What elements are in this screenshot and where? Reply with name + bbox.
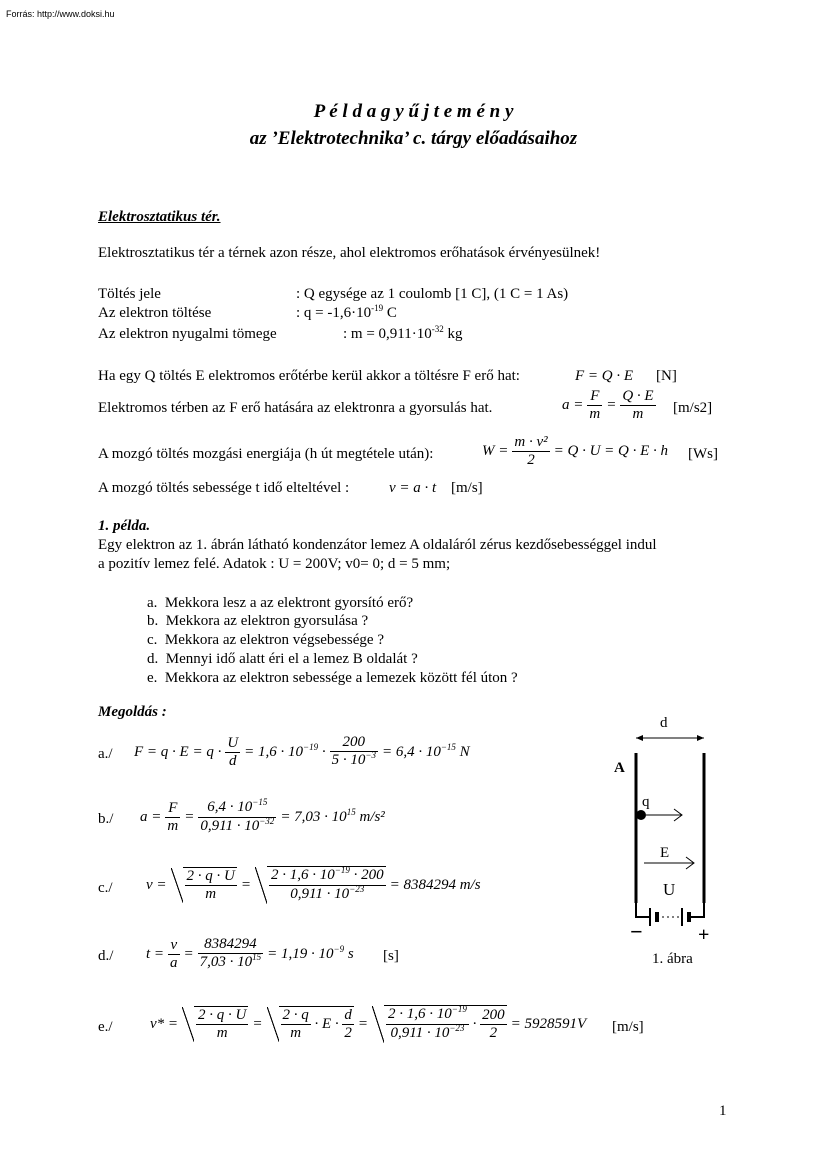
- question-c: c. Mekkora az elektron végsebessége ?: [147, 632, 384, 648]
- example-heading: 1. példa.: [98, 518, 151, 534]
- law-force-unit: [N]: [656, 368, 677, 384]
- solution-b-formula: a = $\frac{F}{m}$ = $\frac{6,4 \cdot 10^{-15}}{0,911 \cdot 10^{-32}}$ = $7,03 \cdot 10^{15}$ m/s²: [140, 797, 385, 834]
- example-text-1: Egy elektron az 1. ábrán látható kondenzátor lemez A oldaláról zérus kezdősebességgel indul: [98, 537, 657, 553]
- solution-d-unit: [s]: [383, 948, 399, 964]
- law-speed-unit: [m/s]: [451, 480, 483, 496]
- solution-c-formula: v = $\frac{2 \cdot q \cdot U}{m}$ = $\frac{2 \cdot 1,6 \cdot 10^{-19} \cdot 200}{0,911 \cdot 10^{-23}}$ = 8384294 m/s: [146, 865, 481, 902]
- solution-c-label: c./: [98, 880, 113, 896]
- law-energy-formula: W = $\frac{\text{m · v²}}{2}$ = Q · U = Q · E · h: [482, 434, 669, 468]
- page-number: 1: [719, 1103, 727, 1119]
- title-line-2: az ’Elektrotechnika’ c. tárgy előadásaihoz: [249, 128, 578, 149]
- wire-left: [636, 903, 650, 917]
- solution-e-unit: [m/s]: [612, 1019, 644, 1035]
- charge-dot: [636, 810, 646, 820]
- def-value-electron-charge: : $q = -1,6\cdot 10^{-19}$ C: [296, 303, 397, 321]
- figure-label-a: A: [614, 760, 625, 776]
- question-b: b. Mekkora az elektron gyorsulása ?: [147, 613, 369, 629]
- def-value-charge: : Q egysége az 1 coulomb [1 C], (1 C = 1 As): [296, 286, 569, 302]
- figure-caption: 1. ábra: [652, 951, 693, 967]
- def-label-electron-mass: Az elektron nyugalmi tömege: [98, 326, 277, 342]
- solution-e-formula: v* = $\frac{2 \cdot q \cdot U}{m}$ = $\frac{2 \cdot q}{m}$ · E · $\frac{d}{2}$ = $\frac{2 \cdot 1,6 \cdot 10^{-19}}{0,911 \cdot 10^{-23}}$ · $\frac{200}{2}$ = 5928591V: [150, 1004, 587, 1041]
- law-accel-unit: [m/s2]: [673, 400, 713, 416]
- solution-heading: Megoldás :: [98, 704, 167, 720]
- question-a: a. Mekkora lesz a az elektront gyorsító erő?: [147, 595, 414, 611]
- title-line-1: P é l d a g y ű j t e m é n y: [313, 101, 514, 122]
- minus-sign: −: [630, 919, 643, 944]
- figure-label-e: E: [660, 845, 670, 861]
- figure-label-q: q: [642, 794, 650, 810]
- def-value-electron-mass: : $m = 0,911\cdot 10^{-32}$ kg: [343, 324, 463, 342]
- source-note: Forrás: http://www.doksi.hu: [6, 9, 115, 19]
- question-d: d. Mennyi idő alatt éri el a lemez B oldalát ?: [147, 651, 418, 667]
- law-speed-formula: v = a · t: [389, 480, 437, 496]
- wire-right: [689, 903, 704, 917]
- solution-e-label: e./: [98, 1019, 113, 1035]
- def-label-electron-charge: Az elektron töltése: [98, 305, 212, 321]
- law-accel-text: Elektromos térben az F erő hatására az elektronra a gyorsulás hat.: [98, 400, 493, 416]
- def-label-charge: Töltés jele: [98, 286, 161, 302]
- law-force-formula: F = Q · E: [575, 368, 634, 384]
- intro-text: Elektrosztatikus tér a térnek azon része, ahol elektromos erőhatások érvényesülnek!: [98, 245, 601, 261]
- capacitor-figure: [600, 705, 740, 975]
- solution-d-formula: t = $\frac{v}{a}$ = $\frac{8384294}{7,03 \cdot 10^{15}}$ = $1,19 \cdot 10^{-9}$ s: [146, 936, 354, 971]
- plus-sign: +: [698, 924, 710, 946]
- law-accel-formula: a = $\frac{F}{m}$ = $\frac{Q \cdot E}{m}$: [562, 388, 654, 422]
- figure-label-u: U: [663, 880, 676, 899]
- solution-a-formula: F = q · E = q · $\frac{U}{d}$ = $1,6 \cdot 10^{-19}$ · $\frac{200}{5 \cdot 10^{-3}}$ = $6,4 \cdot 10^{-15}$ N: [134, 734, 470, 769]
- law-energy-text: A mozgó töltés mozgási energiája (h út megtétele után):: [98, 446, 434, 462]
- law-energy-unit: [Ws]: [688, 446, 718, 462]
- solution-d-label: d./: [98, 948, 114, 964]
- law-force-text: Ha egy Q töltés E elektromos erőtérbe kerül akkor a töltésre F erő hat:: [98, 368, 520, 384]
- figure-label-d: d: [660, 715, 668, 731]
- solution-a-label: a./: [98, 746, 113, 762]
- law-speed-text: A mozgó töltés sebessége t idő elteltével :: [98, 480, 350, 496]
- solution-b-label: b./: [98, 811, 114, 827]
- question-e: e. Mekkora az elektron sebessége a lemezek között fél úton ?: [147, 670, 518, 686]
- section-heading: Elektrosztatikus tér.: [98, 209, 221, 225]
- example-text-2: a pozitív lemez felé. Adatok : U = 200V; v0= 0; d = 5 mm;: [98, 556, 451, 572]
